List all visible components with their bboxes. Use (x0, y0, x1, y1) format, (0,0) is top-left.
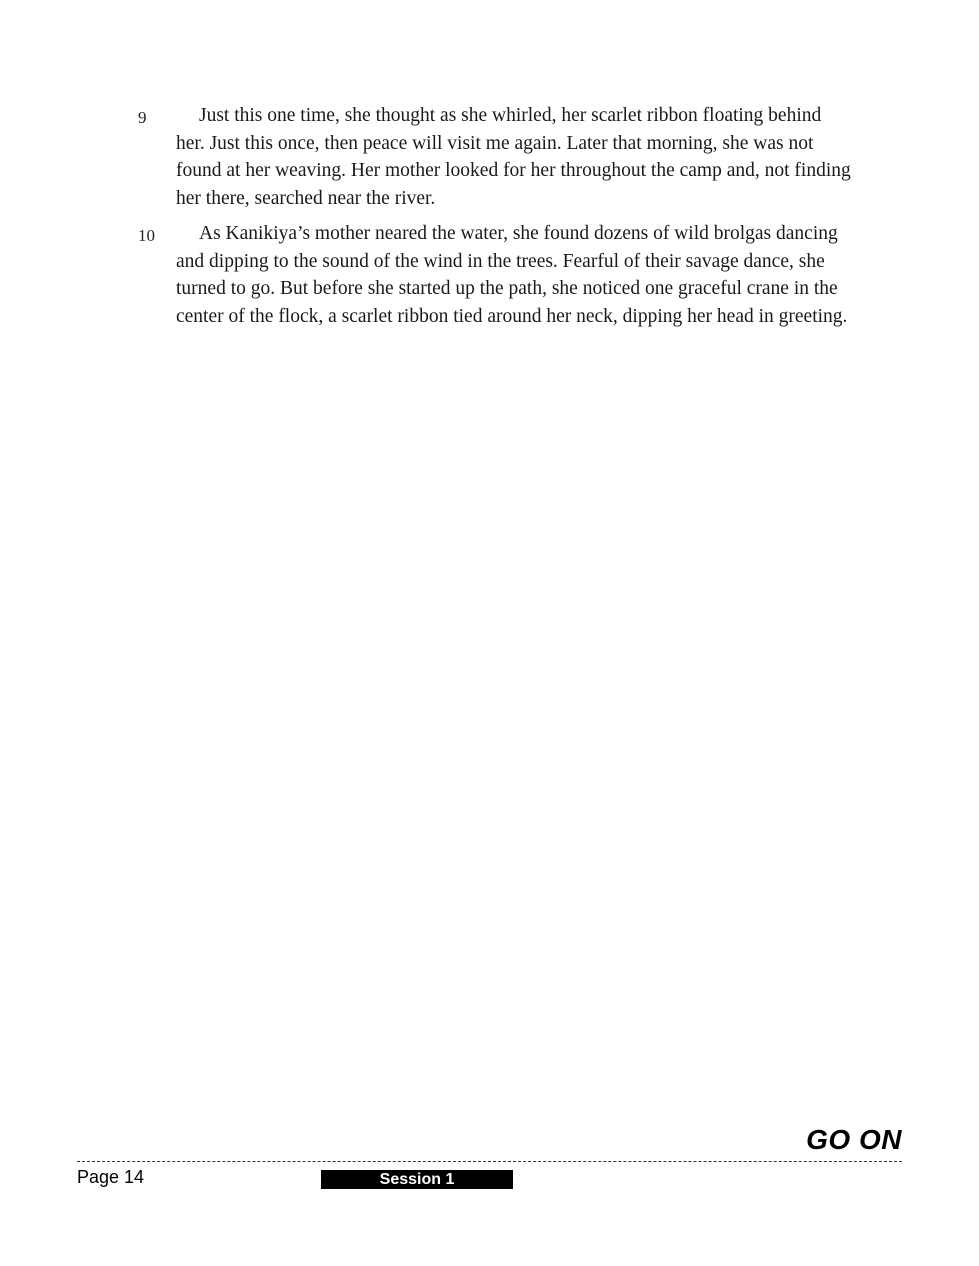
paragraph-text: As Kanikiya’s mother neared the water, she found dozens of wild brolgas dancing and dipping to the sound of the wind in the trees. Fearful of their savage dance, she turned to go. But before she started up the path, she noticed one graceful crane in the center of the flock, a scarlet ribbon tied around her neck, dipping her head in greeting. (176, 223, 848, 327)
go-on-label: GO ON (806, 1124, 902, 1155)
session-badge: Session 1 (321, 1170, 513, 1189)
paragraph-9 (0, 102, 979, 212)
paragraph-number: 10 (138, 226, 155, 245)
paragraph-number: 9 (138, 108, 147, 127)
paragraph-text: Just this one time, she thought as she whirled, her scarlet ribbon floating behind her. Just this once, then peace will visit me again. Later that morning, she was not found at her weaving. Her mother looked for her throughout the camp and, not finding her there, searched near the river. (176, 105, 851, 209)
page-number: Page 14 (77, 1167, 145, 1187)
paragraph-10 (0, 220, 979, 330)
footer-dashed-divider (77, 1161, 902, 1162)
reading-passage (0, 102, 979, 338)
